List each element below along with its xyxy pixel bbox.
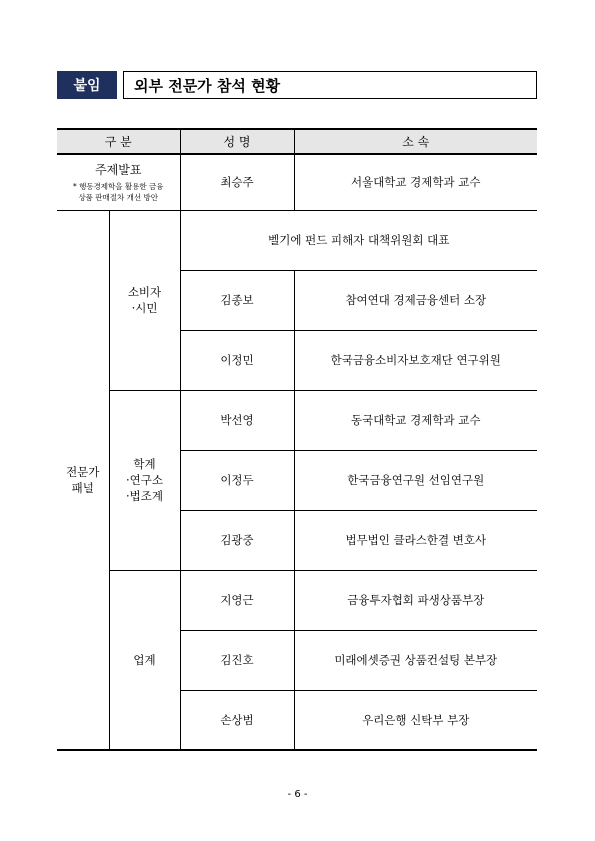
name-cell: 이정두	[180, 450, 294, 510]
group-label-cell: 소비자 ·시민	[109, 210, 180, 390]
section-title	[57, 71, 537, 99]
col-header-name: 성 명	[180, 129, 294, 154]
name-cell: 김종보	[180, 270, 294, 330]
panel-label-cell: 전문가 패널	[57, 210, 109, 750]
affiliation-cell: 미래에셋증권 상품컨설팅 본부장	[294, 630, 537, 690]
table-row	[57, 154, 537, 210]
affiliation-cell: 벨기에 펀드 피해자 대책위원회 대표	[180, 210, 537, 270]
affiliation-cell: 동국대학교 경제학과 교수	[294, 390, 537, 450]
name-cell: 지영근	[180, 570, 294, 630]
affiliation-cell: 법무법인 클라스한결 변호사	[294, 510, 537, 570]
table-row	[57, 390, 537, 450]
topic-label: 주제발표	[95, 163, 142, 178]
affiliation-cell: 한국금융소비자보호재단 연구위원	[294, 330, 537, 390]
attachment-badge: 붙임	[57, 71, 117, 99]
page-number: - 6 -	[287, 789, 308, 800]
group-label-cell: 업계	[109, 570, 180, 750]
col-header-category: 구 분	[57, 129, 180, 154]
topic-cell	[57, 154, 180, 210]
col-header-affiliation: 소 속	[294, 129, 537, 154]
name-cell: 김광중	[180, 510, 294, 570]
name-cell: 김진호	[180, 630, 294, 690]
expert-table	[57, 128, 537, 751]
name-cell: 손상범	[180, 690, 294, 750]
name-cell: 박선영	[180, 390, 294, 450]
name-cell: 이정민	[180, 330, 294, 390]
table-header-row	[57, 129, 537, 154]
name-cell: 최승주	[180, 154, 294, 210]
page-title: 외부 전문가 참석 현황	[123, 71, 537, 99]
topic-note: * 행동경제학을 활용한 금융 상품 판매절차 개선 방안	[72, 182, 164, 203]
table-row	[57, 210, 537, 270]
affiliation-cell: 참여연대 경제금융센터 소장	[294, 270, 537, 330]
affiliation-cell: 우리은행 신탁부 부장	[294, 690, 537, 750]
group-label-cell: 학계 ·연구소 ·법조계	[109, 390, 180, 570]
affiliation-cell: 한국금융연구원 선임연구원	[294, 450, 537, 510]
affiliation-cell: 금융투자협회 파생상품부장	[294, 570, 537, 630]
table-row	[57, 570, 537, 630]
affiliation-cell: 서울대학교 경제학과 교수	[294, 154, 537, 210]
